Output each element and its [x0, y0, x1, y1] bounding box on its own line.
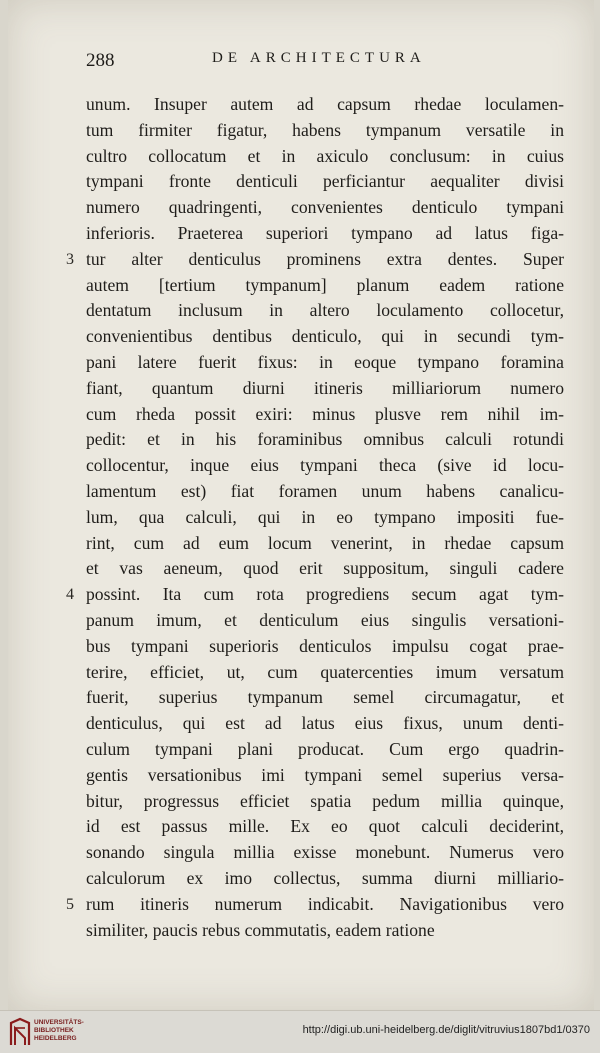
line-text: cum rheda possit exiri: minus plusve rem nihil im-: [86, 403, 564, 424]
text-line: [86, 531, 564, 557]
text-line: [86, 634, 564, 660]
text-line: [66, 892, 564, 918]
text-line: [86, 660, 564, 686]
line-text: tur alter denticulus prominens extra dentes. Super: [86, 248, 564, 269]
line-text: cultro collocatum et in axiculo conclusum: in cuius: [86, 145, 564, 166]
line-text: pani latere fuerit fixus: in eoque tympano foramina: [86, 351, 564, 372]
text-line: [86, 608, 564, 634]
text-line: [86, 866, 564, 892]
text-line: [86, 221, 564, 247]
line-text: et vas aeneum, quod erit suppositum, singuli cadere: [86, 558, 564, 579]
line-text: numero quadringenti, convenientes denticulo tympani: [86, 197, 564, 218]
text-line: [86, 763, 564, 789]
permalink-url[interactable]: http://digi.ub.uni-heidelberg.de/diglit/vitruvius1807bd1/0370: [302, 1024, 590, 1036]
text-line: [86, 685, 564, 711]
text-line: [86, 169, 564, 195]
line-text: lamentum est) fiat foramen unum habens canalicu-: [86, 480, 564, 501]
line-text: autem [tertium tympanum] planum eadem ratione: [86, 274, 564, 295]
line-text: rum itineris numerum indicabit. Navigationibus vero: [86, 893, 564, 914]
line-text: bus tympani superioris denticulos impulsu cogat prae-: [86, 635, 564, 656]
line-text: culum tympani plani producat. Cum ergo quadrin-: [86, 738, 564, 759]
text-line: [86, 711, 564, 737]
line-text: bitur, progressus efficiet spatia pedum millia quinque,: [86, 790, 564, 811]
text-line: [86, 453, 564, 479]
section-number: 3: [66, 250, 74, 268]
text-line: [86, 376, 564, 402]
line-text: collocentur, inque eius tympani theca (sive id locu-: [86, 455, 564, 476]
line-text: similiter, paucis rebus commutatis, eadem ratione: [86, 919, 435, 940]
text-line: [86, 556, 564, 582]
line-text: sonando singula millia exisse monebunt. Numerus vero: [86, 842, 564, 863]
text-line: [86, 92, 564, 118]
line-text: denticulus, qui est ad latus eius fixus, unum denti-: [86, 713, 564, 734]
line-text: inferioris. Praeterea superiori tympano ad latus figa-: [86, 222, 564, 243]
text-line: [66, 582, 564, 608]
page-header: [86, 50, 566, 74]
line-text: id est passus mille. Ex eo quot calculi deciderint,: [86, 816, 564, 837]
page-number: 288: [86, 50, 115, 71]
line-text: calculorum ex imo collectus, summa diurni milliario-: [86, 867, 564, 888]
line-text: tum firmiter figatur, habens tympanum versatile in: [86, 119, 564, 140]
line-text: fiant, quantum diurni itineris milliariorum numero: [86, 377, 564, 398]
line-text: dentatum inclusum in altero loculamento collocetur,: [86, 300, 564, 321]
text-line: [86, 505, 564, 531]
line-text: unum. Insuper autem ad capsum rhedae loculamen-: [86, 94, 564, 114]
running-title: DE ARCHITECTURA: [212, 50, 426, 66]
line-text: tympani fronte denticuli perficiantur aequaliter divisi: [86, 171, 564, 192]
line-text: panum imum, et denticulum eius singulis versationi-: [86, 609, 564, 630]
line-text: possint. Ita cum rota progrediens secum agat tym-: [86, 584, 564, 605]
line-text: rint, cum ad eum locum venerint, in rhedae capsum: [86, 532, 564, 553]
text-line: [86, 814, 564, 840]
text-line: [86, 118, 564, 144]
text-line: [86, 918, 564, 944]
line-text: convenientibus dentibus denticulo, qui in secundi tym-: [86, 326, 564, 347]
body-text: [66, 92, 564, 943]
text-line: [86, 737, 564, 763]
line-text: fuerit, superius tympanum semel circumagatur, et: [86, 687, 564, 708]
line-text: lum, qua calculi, qui in eo tympano impositi fue-: [86, 506, 564, 527]
library-name: UNIVERSITÄTS- BIBLIOTHEK HEIDELBERG: [34, 1019, 84, 1042]
text-line: [86, 840, 564, 866]
text-line: [86, 324, 564, 350]
section-number: 4: [66, 586, 74, 604]
text-line: [86, 427, 564, 453]
text-line: [86, 273, 564, 299]
text-line: [86, 350, 564, 376]
line-text: pedit: et in his foraminibus omnibus calculi rotundi: [86, 429, 564, 450]
text-line: [86, 298, 564, 324]
text-line: [86, 402, 564, 428]
line-text: terire, efficiet, ut, cum quatercenties imum versatum: [86, 661, 564, 682]
book-page: [8, 0, 594, 1010]
text-line: [66, 247, 564, 273]
text-line: [86, 144, 564, 170]
text-line: [86, 479, 564, 505]
text-line: [86, 789, 564, 815]
section-number: 5: [66, 895, 74, 913]
text-line: [86, 195, 564, 221]
line-text: gentis versationibus imi tympani semel superius versa-: [86, 764, 564, 785]
library-logo-icon: [8, 1017, 32, 1047]
viewer-footer: [0, 1010, 600, 1053]
